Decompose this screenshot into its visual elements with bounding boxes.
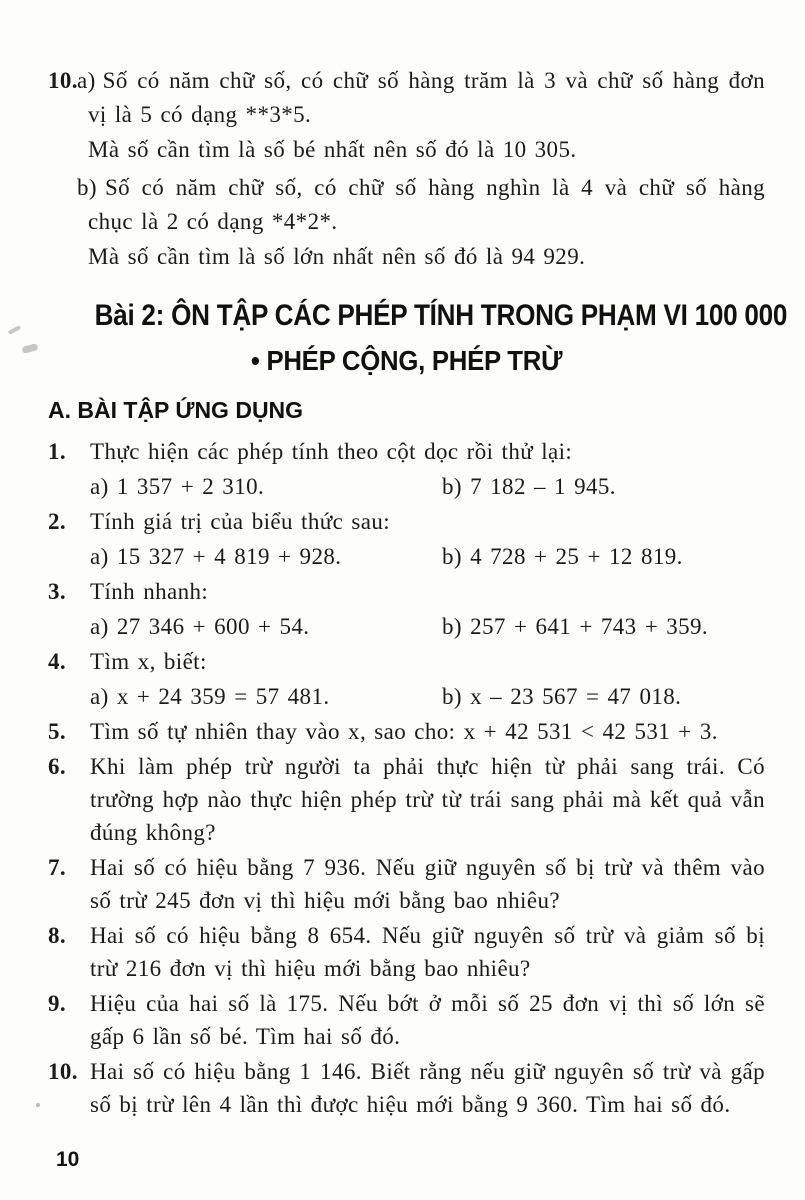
- solution-10b: [77, 171, 765, 239]
- section-heading: A. BÀI TẬP ỨNG DỤNG: [48, 397, 304, 423]
- lesson-subtitle: • PHÉP CỘNG, PHÉP TRỪ: [250, 345, 563, 376]
- solution-10a: [48, 64, 765, 132]
- carryover-solution-block: [48, 64, 765, 274]
- exercise-text: Tính giá trị của biểu thức sau:: [90, 509, 391, 534]
- scan-smudge: [8, 325, 21, 335]
- exercise-part-b: b) 257 + 641 + 743 + 359.: [442, 614, 709, 639]
- exercise-number: 5.: [48, 719, 67, 744]
- page-number: 10: [56, 1148, 80, 1171]
- exercise-number: 9.: [48, 991, 67, 1016]
- exercise-9: [48, 987, 765, 1053]
- exercise-number: 3.: [48, 579, 67, 604]
- exercise-number: 2.: [48, 509, 67, 534]
- item-number: 10.: [48, 68, 78, 93]
- exercise-text: Khi làm phép trừ người ta phải thực hiện từ phải sang trái. Có trường hợp nào thực hiện phép trừ từ trái sang phải mà kết quả vẫn đúng không?: [90, 754, 765, 845]
- exercise-part-b: b) 7 182 – 1 945.: [442, 474, 616, 499]
- exercise-text: Hai số có hiệu bằng 7 936. Nếu giữ nguyên số bị trừ và thêm vào số trừ 245 đơn vị thì hiệu mới bằng bao nhiêu?: [90, 855, 765, 913]
- exercise-3: [48, 575, 765, 643]
- exercise-part-a: a) 27 346 + 600 + 54.: [90, 614, 310, 639]
- exercise-4: [48, 645, 765, 713]
- exercise-1: [48, 435, 765, 503]
- exercise-8: [48, 919, 765, 985]
- exercise-5: [48, 715, 765, 748]
- scan-smudge: [21, 343, 38, 354]
- exercise-6: [48, 750, 765, 849]
- part-b-text: Số có năm chữ số, có chữ số hàng nghìn là 4 và chữ số hàng chục là 2 có dạng *4*2*.: [88, 175, 765, 234]
- exercise-part-b: b) x – 23 567 = 47 018.: [442, 684, 682, 709]
- exercise-text: Tính nhanh:: [90, 579, 209, 604]
- exercise-number: 8.: [48, 923, 67, 948]
- exercise-number: 10.: [48, 1059, 78, 1084]
- exercise-text: Hai số có hiệu bằng 1 146. Biết rằng nếu giữ nguyên số trừ và gấp số bị trừ lên 4 lần thì được hiệu mới bằng 9 360. Tìm hai số đó.: [90, 1059, 765, 1117]
- lesson-title: Bài 2: ÔN TẬP CÁC PHÉP TÍNH TRONG PHẠM VI 100 000: [94, 299, 788, 332]
- exercise-number: 1.: [48, 439, 67, 464]
- part-a-label: a): [77, 68, 96, 93]
- exercise-text: Hai số có hiệu bằng 8 654. Nếu giữ nguyên số trừ và giảm số bị trừ 216 đơn vị thì hiệu mới bằng bao nhiêu?: [90, 923, 765, 981]
- exercise-number: 4.: [48, 649, 67, 674]
- exercise-2: [48, 505, 765, 573]
- part-a-text: Số có năm chữ số, có chữ số hàng trăm là 3 và chữ số hàng đơn vị là 5 có dạng **3*5.: [88, 68, 765, 127]
- exercise-text: Tìm số tự nhiên thay vào x, sao cho: x + 42 531 < 42 531 + 3.: [90, 719, 718, 744]
- solution-10b-note: Mà số cần tìm là số lớn nhất nên số đó là 94 929.: [88, 244, 586, 269]
- exercise-text: Hiệu của hai số là 175. Nếu bớt ở mỗi số 25 đơn vị thì số lớn sẽ gấp 6 lần số bé. Tìm hai số đó.: [90, 991, 765, 1049]
- exercise-number: 7.: [48, 855, 67, 880]
- exercise-list: [48, 435, 765, 1121]
- part-b-label: b): [77, 175, 97, 200]
- exercise-part-a: a) x + 24 359 = 57 481.: [90, 684, 330, 709]
- exercise-7: [48, 851, 765, 917]
- solution-10a-note: Mà số cần tìm là số bé nhất nên số đó là 10 305.: [88, 137, 577, 162]
- scan-smudge: [36, 1103, 40, 1107]
- exercise-part-a: a) 15 327 + 4 819 + 928.: [90, 544, 342, 569]
- exercise-number: 6.: [48, 754, 67, 779]
- exercise-part-b: b) 4 728 + 25 + 12 819.: [442, 544, 683, 569]
- exercise-text: Thực hiện các phép tính theo cột dọc rồi thử lại:: [90, 439, 573, 464]
- exercise-10: [48, 1055, 765, 1121]
- exercise-text: Tìm x, biết:: [90, 649, 207, 674]
- exercise-part-a: a) 1 357 + 2 310.: [90, 474, 265, 499]
